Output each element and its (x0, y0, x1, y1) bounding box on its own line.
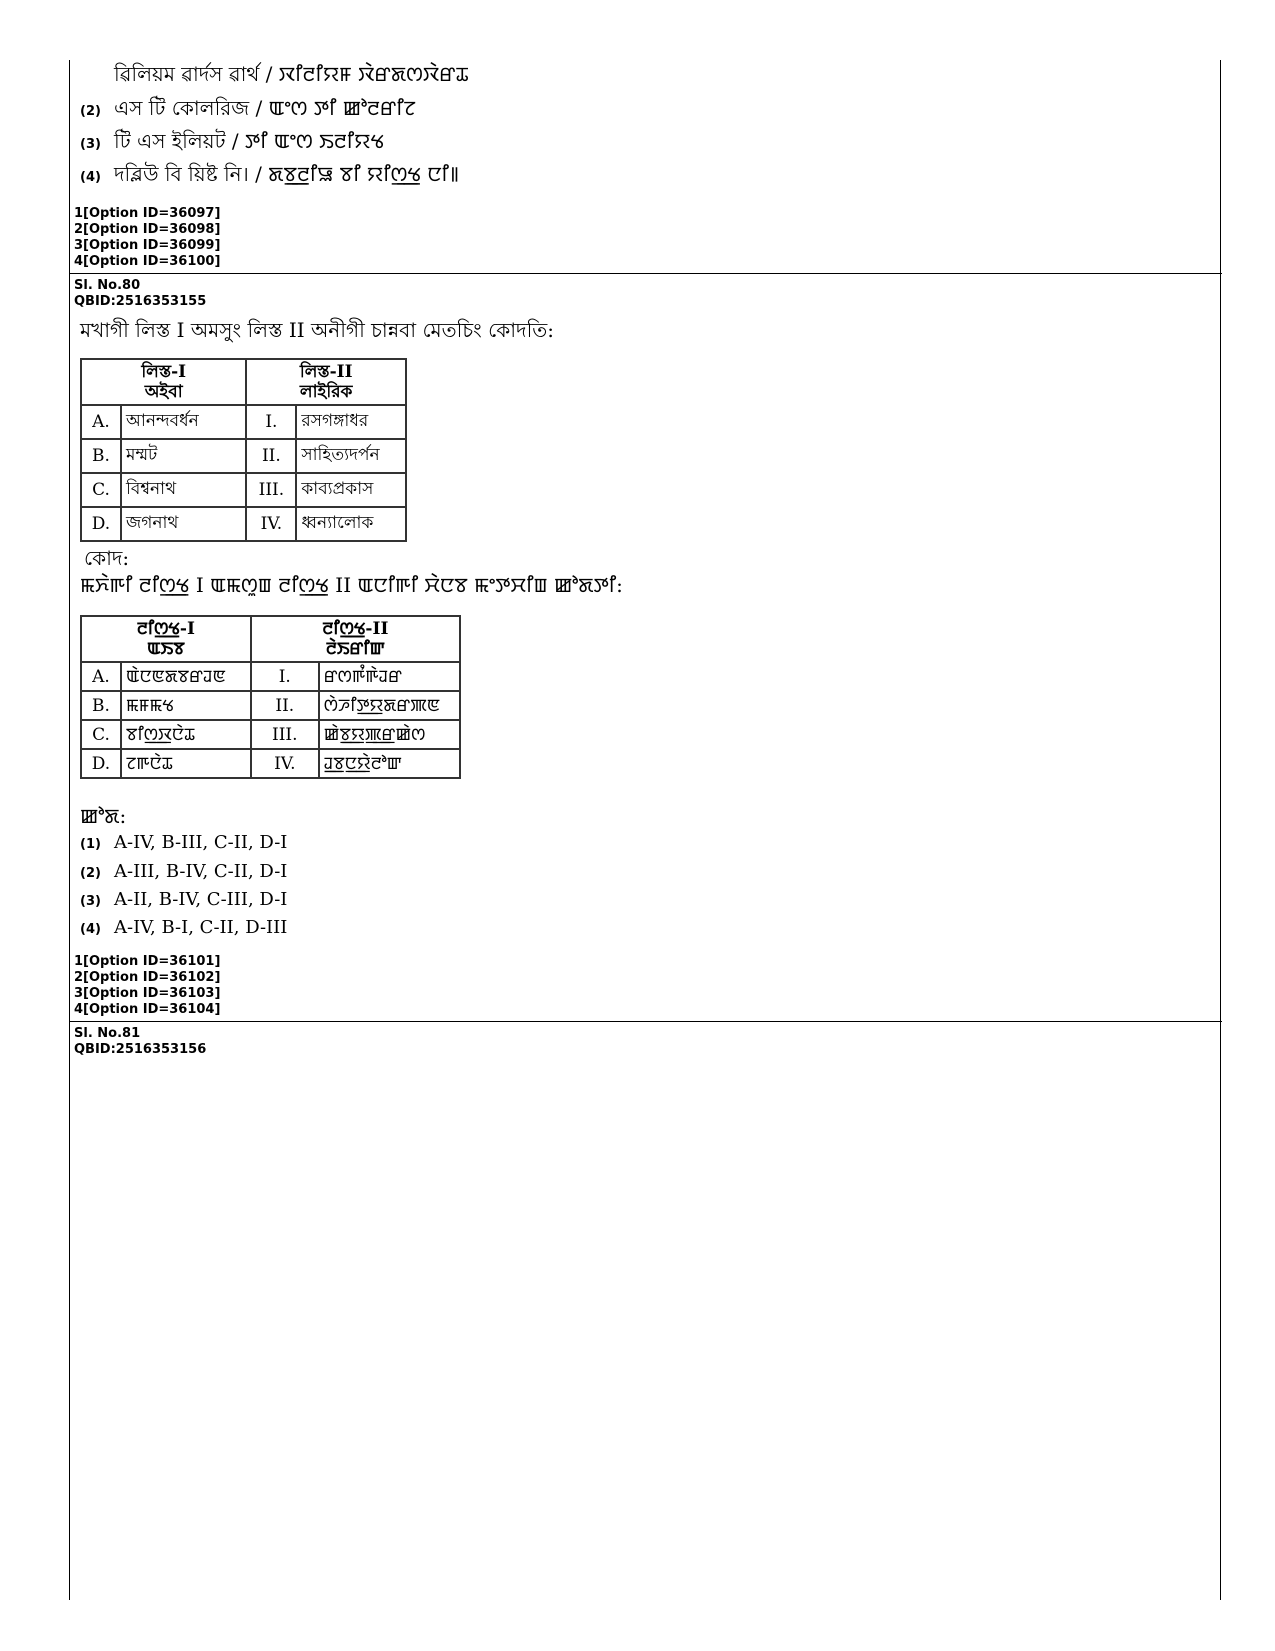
row-key: III. (246, 473, 296, 507)
question-header (74, 1026, 206, 1058)
row-value: ꯃꯝꯃꯠ (121, 691, 251, 720)
header-line: ꯂꯤꯁ꯭ꯠ-I (136, 619, 195, 639)
answer-option-3 (80, 889, 287, 910)
header-line: অইবা (144, 382, 183, 402)
option-2 (80, 94, 416, 127)
option-id: 3[Option ID=36103] (74, 986, 221, 1001)
match-table-meitei (80, 615, 461, 779)
header-line: ꯂꯥꯏꯔꯤꯛ (325, 639, 385, 659)
option-number: (4) (80, 922, 101, 937)
question-text-meitei: ꯃꯈꯥꯒꯤ ꯂꯤꯁ꯭ꯠ I ꯑꯃꯁꯨꯡ ꯂꯤꯁ꯭ꯠ II ꯑꯅꯤꯒꯤ ꯆꯥꯅꯕ ꯃꯦꯇꯆꯤꯡ ꯀꯣꯗꯇꯤ: (80, 573, 623, 597)
row-value: আনন্দবর্ধন (121, 405, 246, 439)
table-row (81, 662, 460, 691)
table-row (81, 691, 460, 720)
row-value: ꯖꯒꯅꯥꯊ (121, 749, 251, 778)
divider (70, 273, 1222, 274)
row-key: III. (251, 720, 319, 749)
option-number: (2) (80, 866, 101, 881)
option-text: A-IV, B-III, C-II, D-I (114, 832, 288, 853)
code-label-meitei: ꯀꯣꯗ: (80, 804, 127, 828)
option-number: (4) (80, 170, 101, 185)
option-4 (80, 160, 459, 193)
row-value: ꯔꯁꯒꯪꯒꯥꯙꯔ (319, 662, 460, 691)
row-key: B. (81, 439, 121, 473)
option-id: 4[Option ID=36104] (74, 1002, 221, 1017)
column-header-list-2 (246, 359, 406, 405)
option-number: (2) (80, 104, 101, 119)
option-id: 3[Option ID=36099] (74, 238, 221, 253)
page-frame (69, 60, 1221, 1600)
answer-option-2 (80, 861, 287, 882)
row-key: IV. (246, 507, 296, 541)
row-value: ꯀꯥꯕ꯭ꯌꯄ꯭ꯔꯀꯥꯁ (319, 720, 460, 749)
answer-option-4 (80, 917, 287, 938)
column-header-list-2 (251, 616, 460, 662)
question-text-bengali: মখাগী লিস্ত I অমসুং লিস্ত II অনীগী চান্নবা মেতচিং কোদতি: (80, 318, 555, 342)
row-key: II. (246, 439, 296, 473)
table-row (81, 405, 406, 439)
option-text: A-III, B-IV, C-II, D-I (114, 861, 288, 882)
row-value: ꯑꯥꯅꯟꯗꯕꯔꯙꯟ (121, 662, 251, 691)
option-number: (3) (80, 894, 101, 909)
option-1-text: ৱিলিয়ম ৱার্দস ৱার্থ / ꯋꯤꯂꯤꯌꯝ ꯋꯥꯔꯗꯁꯋꯥꯔꯊ (114, 62, 469, 86)
option-id-list (74, 954, 220, 1018)
row-value: জগনাথ (121, 507, 246, 541)
column-header-list-1 (81, 359, 246, 405)
qbid: QBID:2516353156 (74, 1042, 207, 1057)
option-id: 2[Option ID=36098] (74, 222, 221, 237)
option-id: 4[Option ID=36100] (74, 254, 221, 269)
row-key: A. (81, 662, 121, 691)
option-text: দব্লিউ বি য়িষ্ট নি। / ꯗꯕ꯭ꯂꯤꯎ ꯕꯤ ꯌꯤꯁ꯭ꯠ ꯅꯤ꯫ (114, 162, 460, 186)
question-header (74, 278, 206, 310)
option-id: 1[Option ID=36097] (74, 206, 221, 221)
table-row (81, 473, 406, 507)
header-line: লিস্ত-II (299, 362, 353, 382)
row-key: C. (81, 473, 121, 507)
option-number: (3) (80, 137, 101, 152)
row-value: ꯁꯥꯍꯤꯇ꯭ꯌꯗꯔꯄꯟ (319, 691, 460, 720)
option-id-list (74, 206, 220, 270)
row-key: C. (81, 720, 121, 749)
row-key: II. (251, 691, 319, 720)
row-value: কাব্যপ্রকাস (296, 473, 406, 507)
option-text: এস টি কোলরিজ / ꯑꯦꯁ ꯇꯤ ꯀꯣꯂꯔꯤꯖ (114, 96, 416, 120)
answer-option-1 (80, 832, 287, 853)
match-table-bengali (80, 358, 407, 542)
option-id: 2[Option ID=36102] (74, 970, 221, 985)
row-value: ꯕꯤꯁ꯭ꯋꯅꯥꯊ (121, 720, 251, 749)
row-key: IV. (251, 749, 319, 778)
table-row (81, 507, 406, 541)
row-key: D. (81, 749, 121, 778)
option-id: 1[Option ID=36101] (74, 954, 221, 969)
row-value: সাহিত্যদর্পন (296, 439, 406, 473)
row-value: ꯙ꯭ꯕꯅ꯭ꯌꯥꯂꯣꯛ (319, 749, 460, 778)
header-line: লাইরিক (299, 382, 353, 402)
row-key: A. (81, 405, 121, 439)
code-label-bengali: কোদ: (84, 546, 130, 570)
option-text: টি এস ইলিয়ট / ꯇꯤ ꯑꯦꯁ ꯏꯂꯤꯌꯠ (114, 129, 385, 153)
serial-number: Sl. No.81 (74, 1026, 141, 1041)
table-row (81, 720, 460, 749)
column-header-list-1 (81, 616, 251, 662)
qbid: QBID:2516353155 (74, 294, 207, 309)
header-line: লিস্ত-I (141, 362, 187, 382)
table-row (81, 749, 460, 778)
row-key: I. (246, 405, 296, 439)
header-line: ꯂꯤꯁ꯭ꯠ-II (322, 619, 389, 639)
option-text: A-IV, B-I, C-II, D-III (114, 917, 288, 938)
divider (70, 1021, 1222, 1022)
row-value: ধ্বন্যালোক (296, 507, 406, 541)
option-3 (80, 127, 384, 160)
row-value: মম্মট (121, 439, 246, 473)
table-header-row (81, 359, 406, 405)
option-text: A-II, B-IV, C-III, D-I (114, 889, 288, 910)
row-value: রসগঙ্গাধর (296, 405, 406, 439)
option-number: (1) (80, 837, 101, 852)
header-line: ꯑꯏꯕ (147, 639, 185, 659)
serial-number: Sl. No.80 (74, 278, 141, 293)
row-key: I. (251, 662, 319, 691)
table-header-row (81, 616, 460, 662)
row-key: B. (81, 691, 121, 720)
row-key: D. (81, 507, 121, 541)
row-value: বিশ্বনাথ (121, 473, 246, 507)
table-row (81, 439, 406, 473)
